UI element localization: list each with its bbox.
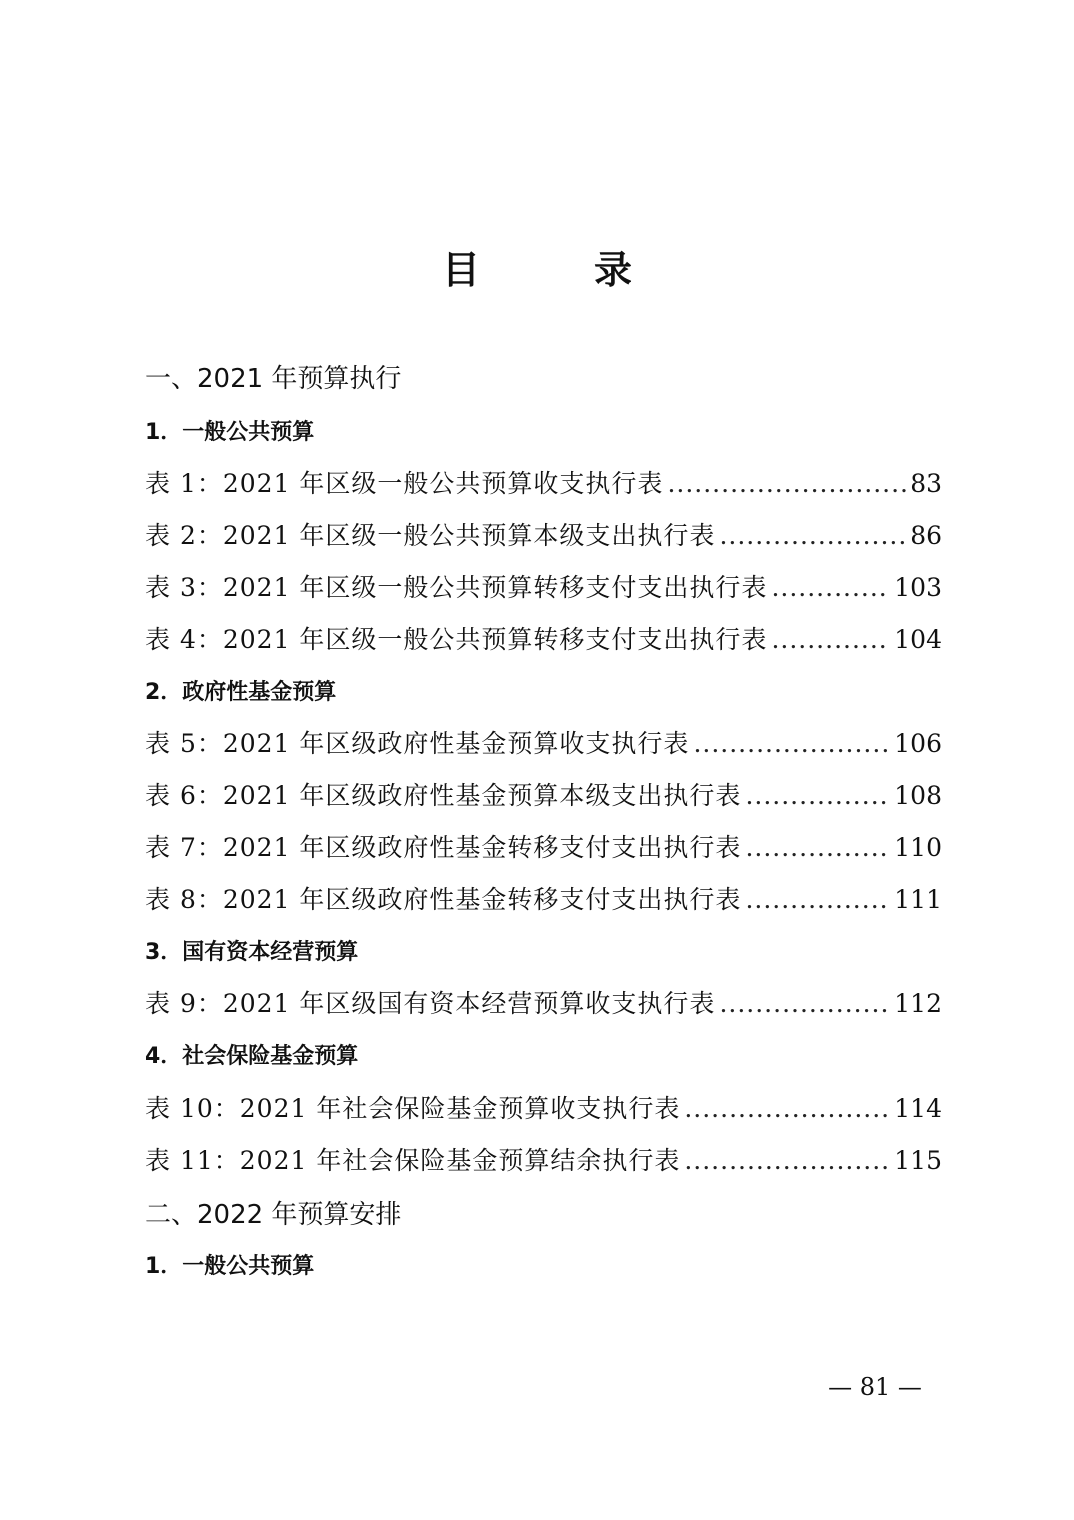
toc-entry[interactable]	[145, 623, 942, 657]
page-number: — 81 —	[828, 1373, 922, 1401]
toc-entry-page: 114	[894, 1094, 942, 1123]
toc-entry-page: 83	[910, 469, 942, 498]
toc-entry-label: 表 4：2021 年区级一般公共预算转移支付支出执行表	[145, 625, 768, 654]
toc-entry-page: 108	[894, 781, 942, 810]
part-heading-2021: 一、2021 年预算执行	[145, 364, 402, 394]
toc-entry-label: 表 8：2021 年区级政府性基金转移支付支出执行表	[145, 885, 742, 914]
dot-leader	[667, 467, 906, 501]
toc-entry[interactable]	[145, 1144, 942, 1178]
dot-leader	[745, 779, 890, 813]
toc-entry-label: 表 6：2021 年区级政府性基金预算本级支出执行表	[145, 781, 742, 810]
dot-leader	[771, 571, 890, 605]
toc-entry-label: 表 3：2021 年区级一般公共预算转移支付支出执行表	[145, 573, 768, 602]
toc-entry-page: 112	[894, 989, 942, 1018]
toc-entry-page: 111	[894, 885, 942, 914]
dot-leader	[719, 987, 890, 1021]
subsection-general-budget-2022: 1．一般公共预算	[145, 1254, 315, 1279]
subsection-government-fund-budget: 2．政府性基金预算	[145, 680, 337, 705]
part-heading-2022: 二、2022 年预算安排	[145, 1200, 402, 1230]
toc-entry[interactable]	[145, 571, 942, 605]
toc-entry[interactable]	[145, 727, 942, 761]
toc-entry-page: 86	[910, 521, 942, 550]
toc-title: 目 录	[441, 248, 670, 292]
toc-entry-label: 表 11：2021 年社会保险基金预算结余执行表	[145, 1146, 681, 1175]
toc-entry-label: 表 10：2021 年社会保险基金预算收支执行表	[145, 1094, 681, 1123]
toc-entry-page: 104	[894, 625, 942, 654]
dot-leader	[745, 883, 890, 917]
toc-entry-page: 106	[894, 729, 942, 758]
subsection-social-insurance-budget: 4．社会保险基金预算	[145, 1044, 359, 1069]
dot-leader	[745, 831, 890, 865]
toc-entry-label: 表 9：2021 年区级国有资本经营预算收支执行表	[145, 989, 716, 1018]
dot-leader	[693, 727, 890, 761]
toc-entry[interactable]	[145, 467, 942, 501]
toc-entry-page: 103	[894, 573, 942, 602]
toc-entry-page: 110	[894, 833, 942, 862]
toc-entry-label: 表 5：2021 年区级政府性基金预算收支执行表	[145, 729, 690, 758]
toc-entry[interactable]	[145, 831, 942, 865]
toc-entry-page: 115	[894, 1146, 942, 1175]
toc-entry[interactable]	[145, 987, 942, 1021]
toc-entry-label: 表 7：2021 年区级政府性基金转移支付支出执行表	[145, 833, 742, 862]
toc-entry[interactable]	[145, 883, 942, 917]
toc-entry-label: 表 2：2021 年区级一般公共预算本级支出执行表	[145, 521, 716, 550]
subsection-state-capital-budget: 3．国有资本经营预算	[145, 940, 359, 965]
toc-entry[interactable]	[145, 519, 942, 553]
dot-leader	[719, 519, 906, 553]
toc-entry[interactable]	[145, 779, 942, 813]
subsection-general-budget: 1．一般公共预算	[145, 420, 315, 445]
dot-leader	[684, 1092, 890, 1126]
toc-entry[interactable]	[145, 1092, 942, 1126]
toc-entry-label: 表 1：2021 年区级一般公共预算收支执行表	[145, 469, 664, 498]
dot-leader	[684, 1144, 890, 1178]
dot-leader	[771, 623, 890, 657]
